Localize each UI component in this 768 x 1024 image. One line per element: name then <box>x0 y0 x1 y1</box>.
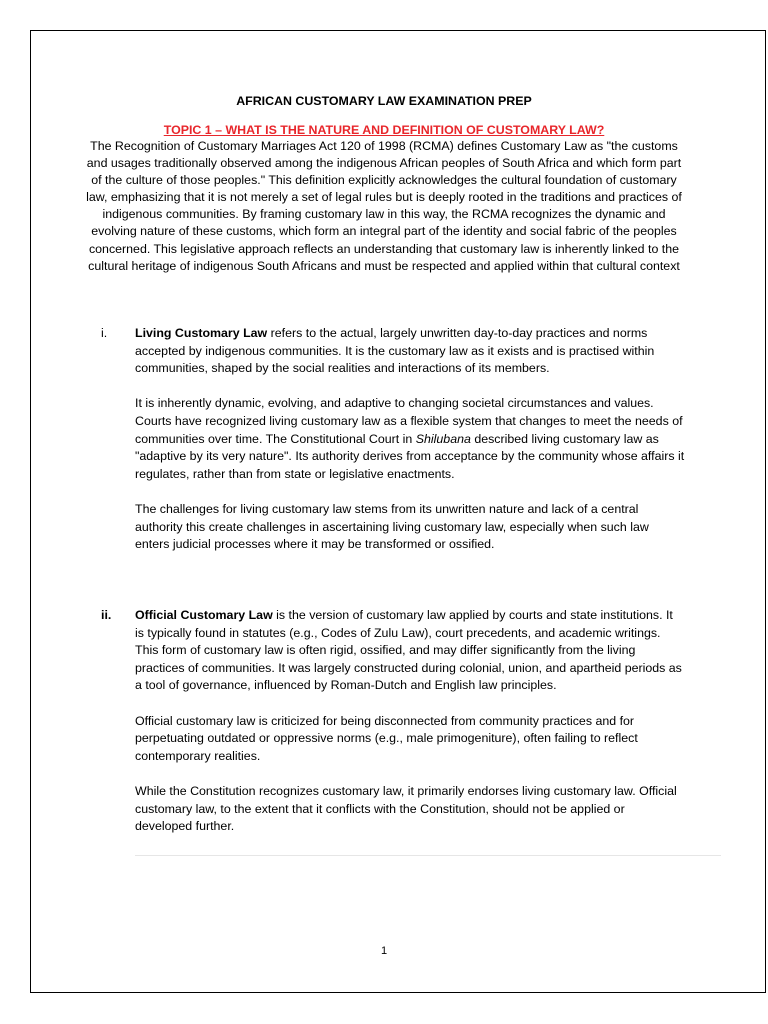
list-numeral-1: i. <box>101 326 108 340</box>
item-text: Official customary law is criticized for being disconnected from community practices and for perpetuating outdated or oppressive norms (e.g., male primogeniture), often failing to reflect contemporary realities. <box>135 713 638 763</box>
divider-line <box>135 855 721 856</box>
item-paragraph <box>135 501 685 554</box>
page-number: 1 <box>380 945 388 957</box>
item-paragraph <box>135 713 685 766</box>
item-text: It is inherently dynamic, evolving, and adaptive to changing societal circumstances and values. Courts have recognized living customary law as a flexible system that changes to meet the needs of communities over time. The Constitutional Court in <box>135 396 683 446</box>
item-term: Official Customary Law <box>135 608 273 622</box>
item-paragraph <box>135 395 685 483</box>
document-title: AFRICAN CUSTOMARY LAW EXAMINATION PREP <box>236 94 532 108</box>
item-paragraph <box>135 607 685 695</box>
intro-paragraph: The Recognition of Customary Marriages Act 120 of 1998 (RCMA) defines Customary Law as "the customs and usages traditionally observed among the indigenous African peoples of South Africa and which form part of the culture of those peoples." This definition explicitly acknowledges the cultural foundation of customary law, emphasizing that it is not merely a set of legal rules but is deeply rooted in the traditions and practices of indigenous communities. By framing customary law in this way, the RCMA recognizes the dynamic and evolving nature of these customs, which form an integral part of the identity and social fabric of the peoples concerned. This legislative approach reflects an understanding that customary law is inherently linked to the cultural heritage of indigenous South Africans and must be respected and applied within that cultural context <box>86 139 682 273</box>
item-paragraph <box>135 783 685 836</box>
item-text: is the version of customary law applied by courts and state institutions. It is typically found in statutes (e.g., Codes of Zulu Law), court precedents, and academic writings. This form of customary law is often rigid, ossified, and may differ significantly from the living practices of communities. It was largely constructed during colonial, union, and apartheid periods as a tool of governance, influenced by Roman-Dutch and English law principles. <box>135 608 682 693</box>
item-term: Living Customary Law <box>135 326 268 340</box>
topic-heading: TOPIC 1 – WHAT IS THE NATURE AND DEFINITION OF CUSTOMARY LAW? <box>163 123 605 137</box>
item-text: refers to the actual, largely unwritten day-to-day practices and norms accepted by indigenous communities. It is the customary law as it exists and is practised within communities, shaped by the social realities and interactions of its members. <box>135 326 655 376</box>
case-name: Shilubana <box>415 431 471 446</box>
list-item-living-customary-law <box>135 325 685 554</box>
item-text: While the Constitution recognizes customary law, it primarily endorses living customary law. Official customary law, to the extent that it conflicts with the Constitution, should not be applied or developed further. <box>135 783 677 834</box>
item-text: The challenges for living customary law stems from its unwritten nature and lack of a central authority this create challenges in ascertaining living customary law, especially when such law enters judicial processes where it may be transformed or ossified. <box>135 501 649 552</box>
list-numeral-2: ii. <box>101 608 112 622</box>
list-item-official-customary-law <box>135 607 685 836</box>
item-paragraph <box>135 325 685 378</box>
item-text: described living customary law as "adaptive by its very nature". Its authority derives from acceptance by the community whose affairs it regulates, rather than from state or legislative enactments. <box>135 431 685 481</box>
